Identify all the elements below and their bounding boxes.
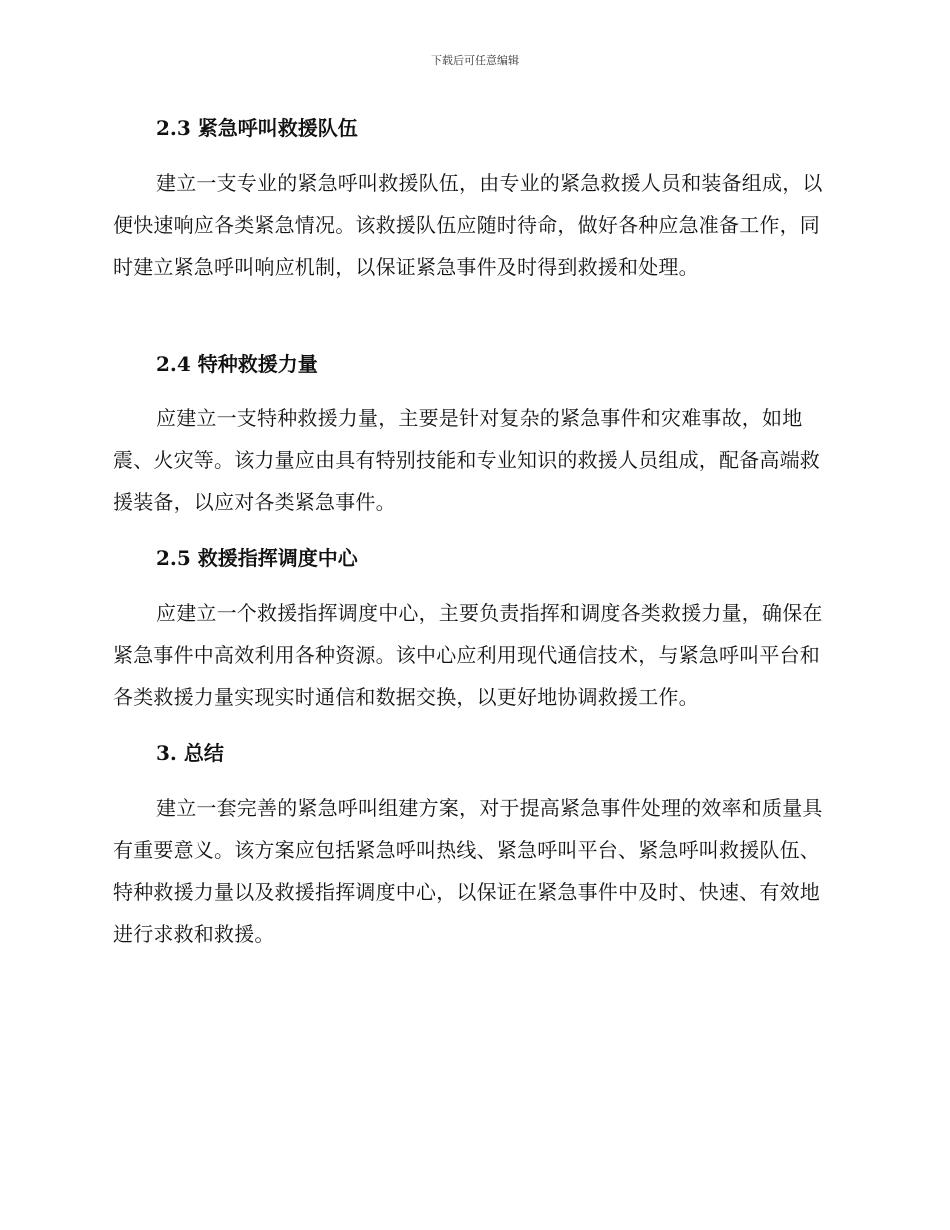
section-heading-2-4: 2.4 特种救援力量 <box>156 352 318 376</box>
section-heading-2-5: 2.5 救援指挥调度中心 <box>156 546 358 570</box>
page-header-note: 下载后可任意编辑 <box>431 54 519 67</box>
section-paragraph-3: 建立一套完善的紧急呼叫组建方案，对于提高紧急事件处理的效率和质量具有重要意义。该方案应包括紧急呼叫热线、紧急呼叫平台、紧急呼叫救援队伍、特种救援力量以及救援指挥调度中心，以保证在紧急事件中及时、快速、有效地进行求救和救援。 <box>113 796 823 946</box>
section-paragraph-2-4: 应建立一支特种救援力量，主要是针对复杂的紧急事件和灾难事故，如地震、火灾等。该力量应由具有特别技能和专业知识的救援人员组成，配备高端救援装备，以应对各类紧急事件。 <box>113 406 820 514</box>
section-heading-3: 3. 总结 <box>156 741 224 765</box>
section-paragraph-2-5: 应建立一个救援指挥调度中心，主要负责指挥和调度各类救援力量，确保在紧急事件中高效利用各种资源。该中心应利用现代通信技术，与紧急呼叫平台和各类救援力量实现实时通信和数据交换，以更好地协调救援工作。 <box>113 601 823 709</box>
section-paragraph-2-3: 建立一支专业的紧急呼叫救援队伍，由专业的紧急救援人员和装备组成，以便快速响应各类紧急情况。该救援队伍应随时待命，做好各种应急准备工作，同时建立紧急呼叫响应机制，以保证紧急事件及时得到救援和处理。 <box>113 171 823 279</box>
section-heading-2-3: 2.3 紧急呼叫救援队伍 <box>156 116 358 140</box>
